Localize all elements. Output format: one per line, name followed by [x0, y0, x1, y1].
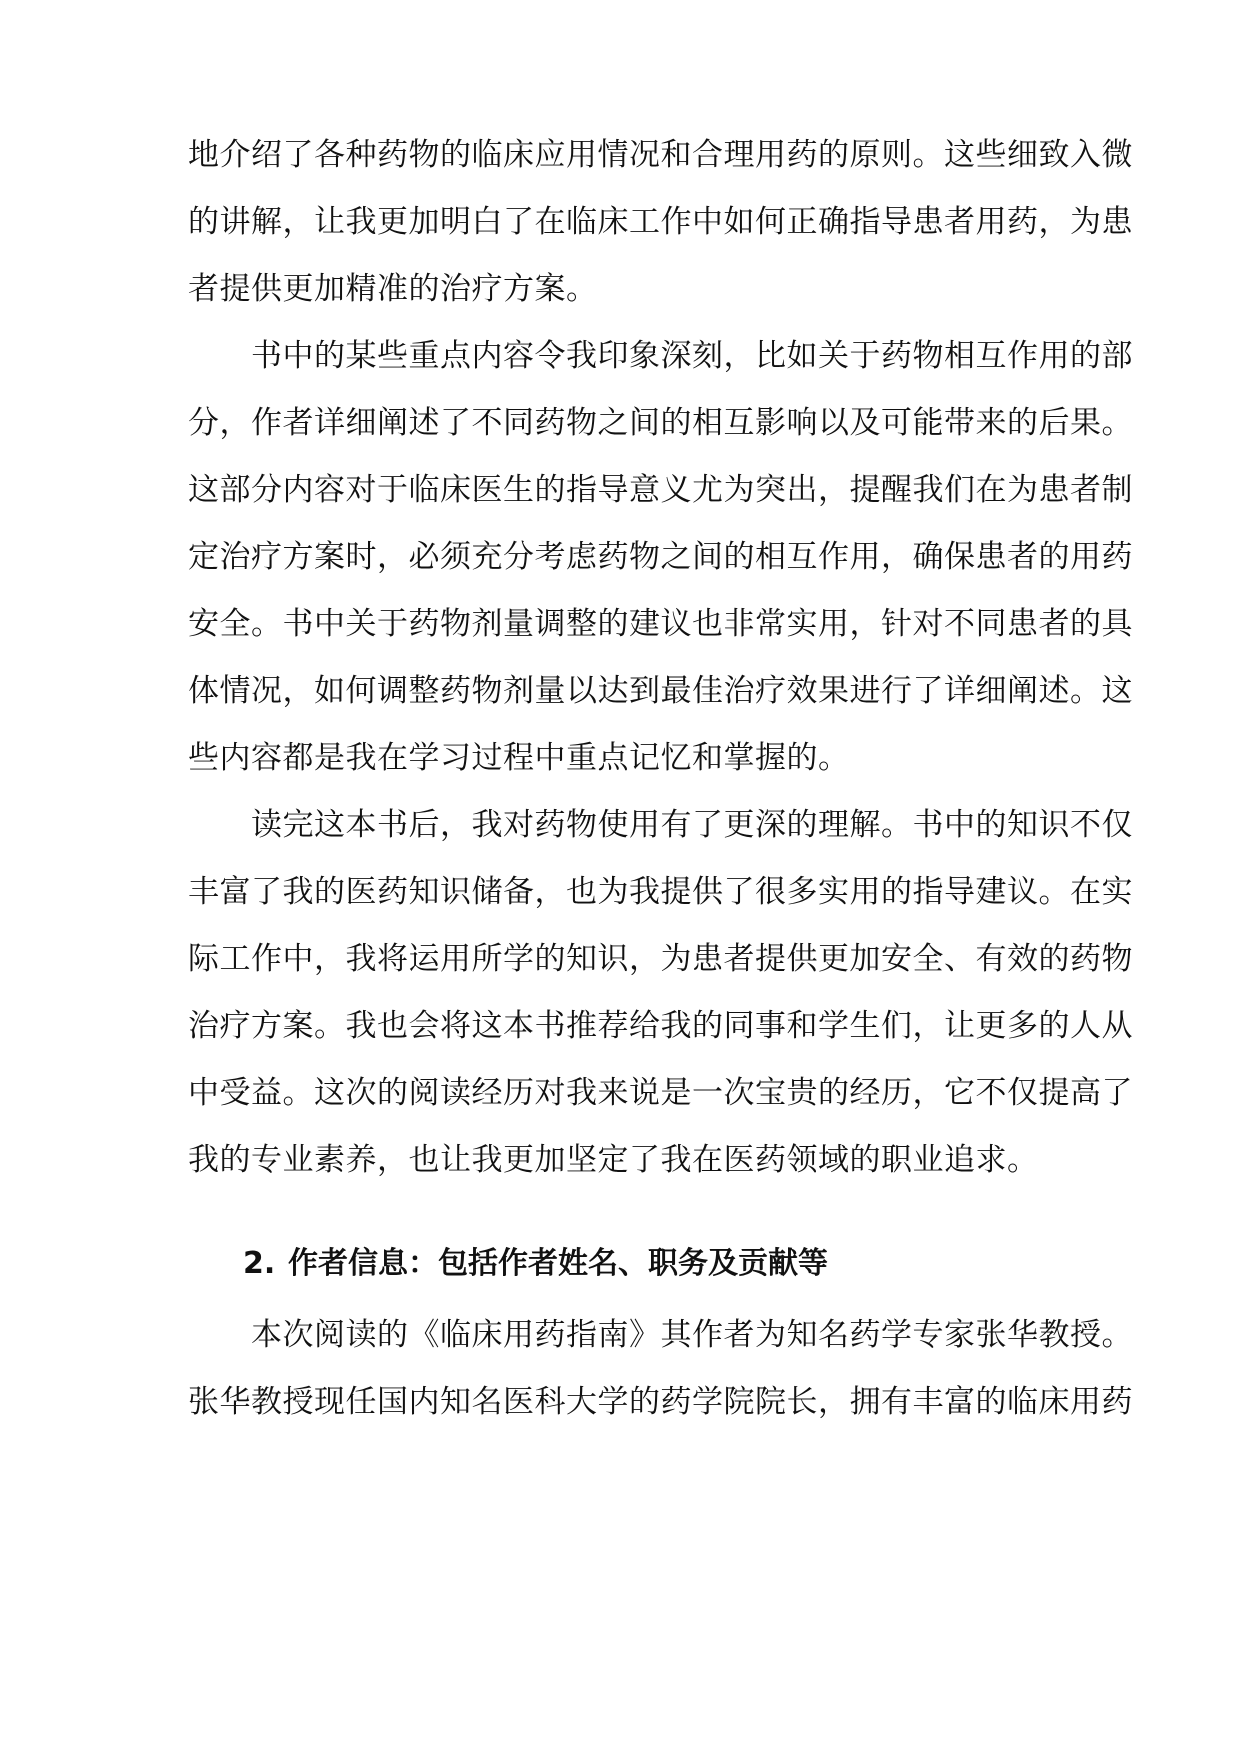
paragraph-3-line-3: 际工作中，我将运用所学的知识，为患者提供更加安全、有效的药物	[188, 941, 1133, 977]
paragraph-2-line-3: 这部分内容对于临床医生的指导意义尤为突出，提醒我们在为患者制	[188, 472, 1133, 508]
paragraph-1-line-1: 地介绍了各种药物的临床应用情况和合理用药的原则。这些细致入微	[188, 137, 1133, 173]
paragraph-2-line-4: 定治疗方案时，必须充分考虑药物之间的相互作用，确保患者的用药	[188, 539, 1133, 575]
paragraph-2-line-6: 体情况，如何调整药物剂量以达到最佳治疗效果进行了详细阐述。这	[188, 673, 1133, 709]
paragraph-2-line-7: 些内容都是我在学习过程中重点记忆和掌握的。	[188, 740, 850, 776]
paragraph-2-line-5: 安全。书中关于药物剂量调整的建议也非常实用，针对不同患者的具	[188, 606, 1133, 642]
paragraph-3-line-2: 丰富了我的医药知识储备，也为我提供了很多实用的指导建议。在实	[188, 874, 1133, 910]
section-heading	[243, 1244, 828, 1284]
paragraph-3-line-6: 我的专业素养，也让我更加坚定了我在医药领域的职业追求。	[188, 1142, 1039, 1178]
section-title: 作者信息：包括作者姓名、职务及贡献等	[288, 1246, 828, 1281]
paragraph-1-line-3: 者提供更加精准的治疗方案。	[188, 271, 598, 307]
paragraph-2-line-1: 书中的某些重点内容令我印象深刻，比如关于药物相互作用的部	[188, 338, 1133, 374]
paragraph-2-line-2: 分，作者详细阐述了不同药物之间的相互影响以及可能带来的后果。	[188, 405, 1133, 441]
paragraph-3-line-5: 中受益。这次的阅读经历对我来说是一次宝贵的经历，它不仅提高了	[188, 1075, 1133, 1111]
paragraph-3-line-1: 读完这本书后，我对药物使用有了更深的理解。书中的知识不仅	[188, 807, 1133, 843]
author-paragraph-line-1: 本次阅读的《临床用药指南》其作者为知名药学专家张华教授。	[188, 1317, 1133, 1353]
paragraph-3-line-4: 治疗方案。我也会将这本书推荐给我的同事和学生们，让更多的人从	[188, 1008, 1133, 1044]
paragraph-1-line-2: 的讲解，让我更加明白了在临床工作中如何正确指导患者用药，为患	[188, 204, 1133, 240]
section-number: 2.	[243, 1246, 276, 1281]
author-paragraph-line-2: 张华教授现任国内知名医科大学的药学院院长，拥有丰富的临床用药	[188, 1384, 1133, 1420]
